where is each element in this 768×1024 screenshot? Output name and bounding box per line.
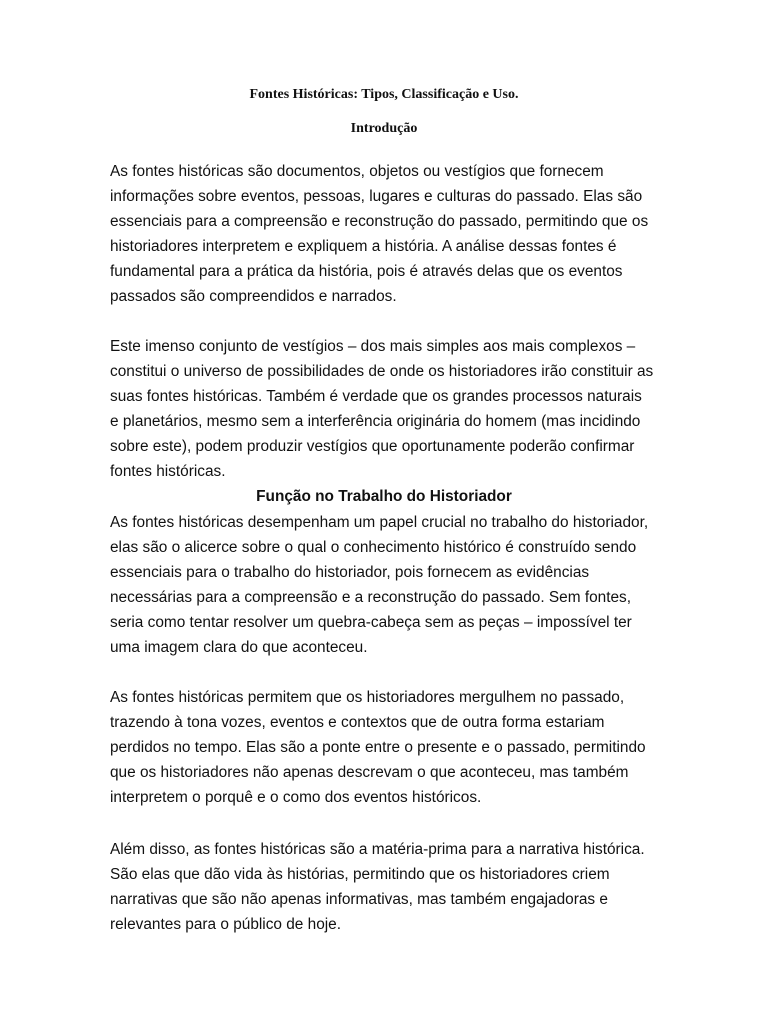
- text-line: sobre este), podem produzir vestígios que oportunamente poderão confirmar: [110, 438, 635, 455]
- text-line: trazendo à tona vozes, eventos e contextos que de outra forma estariam: [110, 714, 605, 731]
- text-line: seria como tentar resolver um quebra-cabeça sem as peças – impossível ter: [110, 614, 632, 631]
- text-line: Além disso, as fontes históricas são a matéria-prima para a narrativa histórica.: [110, 841, 645, 858]
- text-line: necessárias para a compreensão e a reconstrução do passado. Sem fontes,: [110, 589, 632, 606]
- text-line: suas fontes históricas. Também é verdade que os grandes processos naturais: [110, 388, 642, 405]
- intro-heading: Introdução: [350, 121, 418, 136]
- text-line: essenciais para a compreensão e reconstrução do passado, permitindo que os: [110, 213, 649, 230]
- text-line: uma imagem clara do que aconteceu.: [110, 639, 368, 656]
- section-paragraph-3: [110, 837, 660, 937]
- text-line: As fontes históricas desempenham um papel crucial no trabalho do historiador,: [110, 514, 649, 531]
- text-line: e planetários, mesmo sem a interferência originária do homem (mas incidindo: [110, 413, 641, 430]
- text-line: historiadores interpretem e expliquem a história. A análise dessas fontes é: [110, 238, 617, 255]
- section-paragraph-1: [110, 510, 660, 660]
- section-heading: Função no Trabalho do Historiador: [256, 488, 512, 505]
- text-line: essenciais para o trabalho do historiador, pois fornecem as evidências: [110, 564, 590, 581]
- text-line: São elas que dão vida às histórias, permitindo que os historiadores criem: [110, 866, 610, 883]
- text-line: Este imenso conjunto de vestígios – dos mais simples aos mais complexos –: [110, 338, 636, 355]
- intro-paragraph-2: [110, 334, 660, 484]
- text-line: que os historiadores não apenas descrevam o que aconteceu, mas também: [110, 764, 629, 781]
- text-line: fontes históricas.: [110, 463, 226, 480]
- text-line: interpretem o porquê e o como dos eventos históricos.: [110, 789, 482, 806]
- text-line: relevantes para o público de hoje.: [110, 916, 342, 933]
- section-paragraph-2: [110, 685, 660, 810]
- document-title: Fontes Históricas: Tipos, Classificação e Uso.: [249, 87, 519, 102]
- text-line: perdidos no tempo. Elas são a ponte entre o presente e o passado, permitindo: [110, 739, 646, 756]
- intro-paragraph-1: [110, 159, 660, 309]
- text-line: As fontes históricas permitem que os historiadores mergulhem no passado,: [110, 689, 625, 706]
- text-line: fundamental para a prática da história, pois é através delas que os eventos: [110, 263, 623, 280]
- text-line: narrativas que são não apenas informativas, mas também engajadoras e: [110, 891, 608, 908]
- text-line: informações sobre eventos, pessoas, lugares e culturas do passado. Elas são: [110, 188, 643, 205]
- text-line: As fontes históricas são documentos, objetos ou vestígios que fornecem: [110, 163, 604, 180]
- text-line: constitui o universo de possibilidades de onde os historiadores irão constituir as: [110, 363, 654, 380]
- text-line: passados são compreendidos e narrados.: [110, 288, 397, 305]
- text-line: elas são o alicerce sobre o qual o conhecimento histórico é construído sendo: [110, 539, 637, 556]
